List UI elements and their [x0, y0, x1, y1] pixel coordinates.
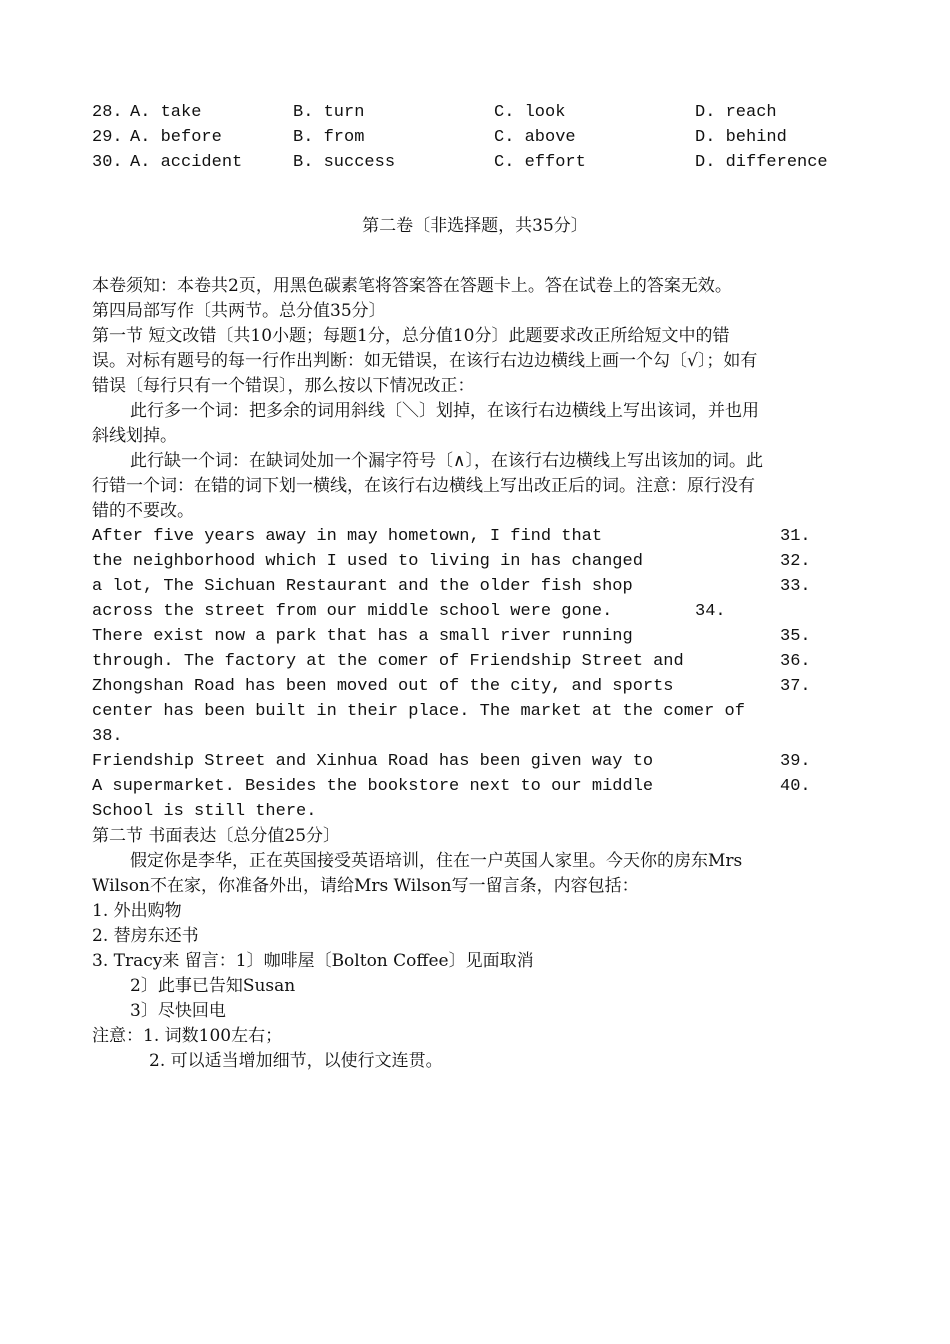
option-a: A. before: [130, 128, 222, 147]
option-b: B. turn: [293, 103, 365, 122]
writing-item: 3. Tracy来 留言：1〕咖啡屋〔Bolton Coffee〕见面取消: [92, 951, 534, 971]
passage-line: center has been built in their place. The market at the comer of: [92, 702, 745, 721]
passage-line: Friendship Street and Xinhua Road has been given way to: [92, 752, 654, 771]
option-a: A. accident: [130, 153, 243, 172]
section1-instructions: 错误〔每行只有一个错误〕，那么按以下情况改正：: [92, 376, 475, 396]
option-d: D. behind: [695, 128, 787, 147]
writing-intro: Wilson不在家，你准备外出，请给Mrs Wilson写一留言条，内容包括：: [92, 876, 639, 896]
line-number: 37.: [780, 677, 811, 696]
passage-line: a lot, The Sichuan Restaurant and the older fish shop: [92, 577, 633, 596]
option-c: C. effort: [494, 153, 586, 172]
writing-subitem: 3〕尽快回电: [130, 1001, 226, 1021]
passage-line: the neighborhood which I used to living in has changed: [92, 552, 643, 571]
passage-line: across the street from our middle school were gone.: [92, 602, 613, 621]
passage-line: There exist now a park that has a small river running: [92, 627, 633, 646]
line-number: 36.: [780, 652, 811, 671]
line-number: 33.: [780, 577, 811, 596]
writing-subitem: 2〕此事已告知Susan: [130, 976, 296, 996]
passage-line: A supermarket. Besides the bookstore next to our middle: [92, 777, 654, 796]
passage-line: Zhongshan Road has been moved out of the city, and sports: [92, 677, 674, 696]
line-number: 34.: [695, 602, 726, 621]
option-c: C. look: [494, 103, 566, 122]
writing-item: 1. 外出购物: [92, 901, 182, 921]
option-number: 29.: [92, 128, 123, 147]
line-number: 40.: [780, 777, 811, 796]
instructions-note: 本卷须知：本卷共2页，用黑色碳素笔将答案答在答题卡上。答在试卷上的答案无效。: [92, 276, 732, 296]
section-title: 第二卷〔非选择题，共35分〕: [362, 216, 588, 236]
writing-note: 注意：1. 词数100左右；: [92, 1026, 283, 1046]
line-number: 32.: [780, 552, 811, 571]
passage-line: through. The factory at the comer of Friendship Street and: [92, 652, 684, 671]
missing-word-rule: 此行缺一个词：在缺词处加一个漏字符号〔∧〕，在该行右边横线上写出该加的词。此: [130, 451, 763, 471]
line-number: 35.: [780, 627, 811, 646]
part4-heading: 第四局部写作〔共两节。总分值35分〕: [92, 301, 386, 321]
missing-word-rule: 错的不要改。: [92, 501, 194, 521]
extra-word-rule: 此行多一个词：把多余的词用斜线〔＼〕划掉，在该行右边横线上写出该词，并也用: [130, 401, 759, 421]
passage-line: 38.: [92, 727, 123, 746]
writing-intro: 假定你是李华，正在英国接受英语培训，住在一户英国人家里。今天你的房东Mrs: [130, 851, 743, 871]
option-number: 28.: [92, 103, 123, 122]
writing-note: 2. 可以适当增加细节，以使行文连贯。: [149, 1051, 443, 1071]
option-d: D. reach: [695, 103, 777, 122]
passage-line: School is still there.: [92, 802, 317, 821]
option-a: A. take: [130, 103, 202, 122]
line-number: 31.: [780, 527, 811, 546]
option-b: B. success: [293, 153, 396, 172]
option-b: B. from: [293, 128, 365, 147]
option-number: 30.: [92, 153, 123, 172]
writing-item: 2. 替房东还书: [92, 926, 199, 946]
option-d: D. difference: [695, 153, 828, 172]
missing-word-rule: 行错一个词：在错的词下划一横线，在该行右边横线上写出改正后的词。注意：原行没有: [92, 476, 755, 496]
option-c: C. above: [494, 128, 576, 147]
section1-instructions: 误。对标有题号的每一行作出判断：如无错误，在该行右边边横线上画一个勾〔√〕；如有: [92, 351, 758, 371]
line-number: 39.: [780, 752, 811, 771]
passage-line: After five years away in may hometown, I find that: [92, 527, 603, 546]
section1-instructions: 第一节 短文改错〔共10小题；每题1分，总分值10分〕此题要求改正所给短文中的错: [92, 326, 730, 346]
writing-heading: 第二节 书面表达〔总分值25分〕: [92, 826, 341, 846]
extra-word-rule: 斜线划掉。: [92, 426, 177, 446]
